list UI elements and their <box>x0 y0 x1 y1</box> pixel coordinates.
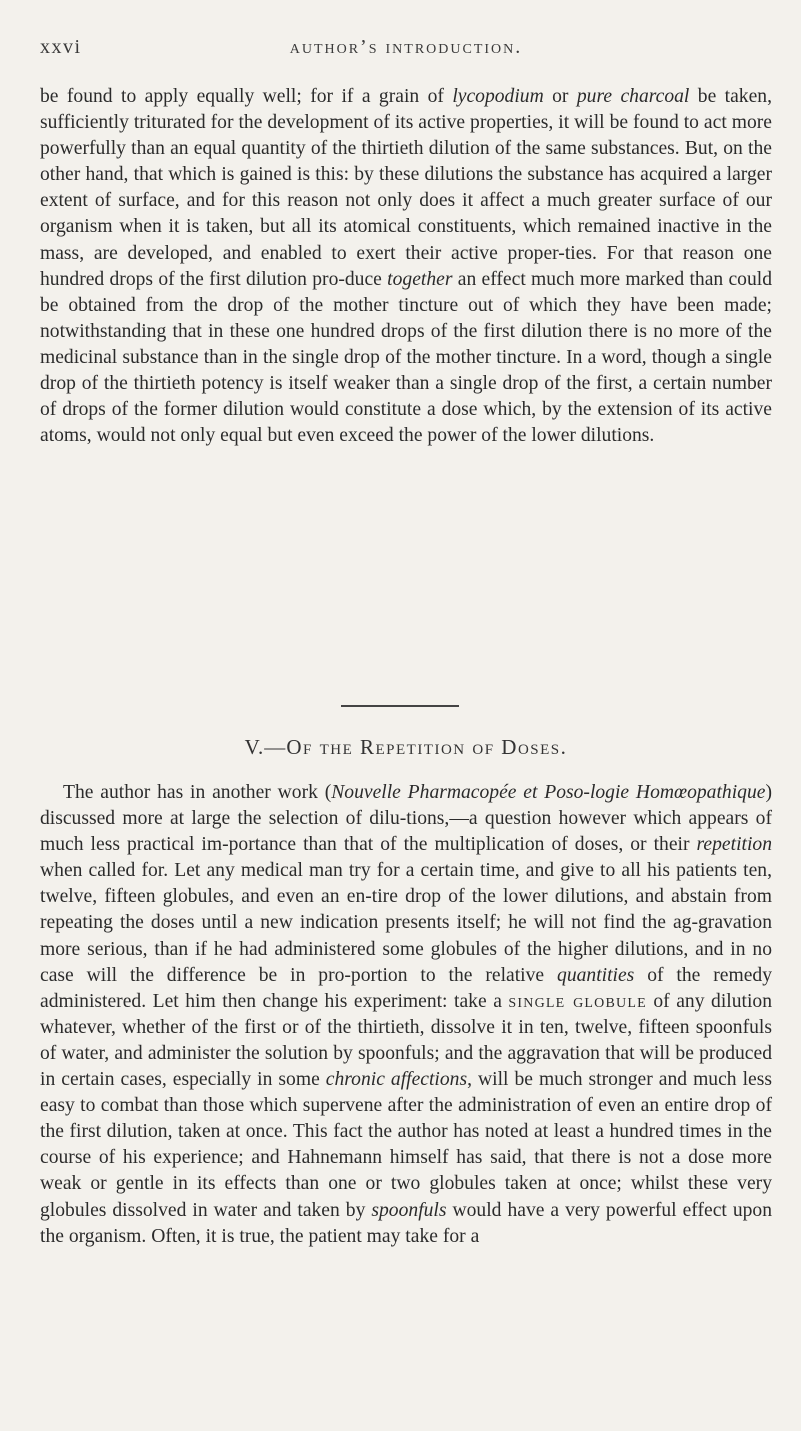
text-run: be taken, sufficiently triturated for the development of its active properties, it will be found to act more powerfully than an equal quantity of the thirtieth dilution of the same substances. But, on the other hand, that which is gained is this: by these dilutions the substance has acquired a larger extent of surface, and for this reason not only does it affect a much greater surface of our organism when it is taken, but all its atomical constituents, which remained inactive in the mass, are developed, and enabled to exert their active proper-ties. For that reason one hundred drops of the first dilution pro-duce <box>40 86 772 290</box>
italic-term: together <box>387 268 453 290</box>
running-head: author’s introduction. <box>289 36 523 58</box>
text-run: would have a very powerful effect upon the organism. Often, it is true, the patient may take for a <box>40 1199 773 1247</box>
text-run: or <box>543 86 577 107</box>
italic-term: repetition <box>696 834 772 856</box>
text-run: of the remedy administered. Let him then change his experiment: take a <box>40 964 773 1012</box>
section-heading <box>40 735 772 760</box>
italic-term: quantities <box>557 964 635 986</box>
page-number: xxvi <box>40 36 82 58</box>
text-run: ) discussed more at large the selection of dilu-tions,—a question however which appears of much less practical im-portance than that of the multiplication of doses, or their <box>40 782 772 856</box>
text-run: , will be much stronger and much less easy to combat than those which supervene after the administration of even an entire drop of the first dilution, taken at once. This fact the author has noted at least a hundred times in the course of his experience; and Hahnemann himself has said, that there is not a dose more weak or gentle in its effects than one or two globules taken at once; whilst these very globules dissolved in water and taken by <box>40 1069 772 1221</box>
section-number: V.— <box>244 735 287 759</box>
text-run: of any dilution whatever, whether of the first or of the thirtieth, dissolve it in ten, twelve, fifteen spoonfuls of water, and administer the solution by spoonfuls; and the aggravation that will be produced in certain cases, especially in some <box>40 990 773 1091</box>
paragraph-dilution-effects <box>40 84 772 449</box>
italic-term: lycopodium <box>452 86 544 107</box>
italic-term: chronic affections <box>325 1069 468 1091</box>
italic-term: Nouvelle Pharmacopée et Poso-logie Homœopathique <box>331 782 766 803</box>
paragraph-repetition-of-doses <box>40 780 772 1250</box>
text-run: when called for. Let any medical man try for a certain time, and give to all his patients ten, twelve, fifteen globules, and even an en-tire drop of the lower dilutions, and abstain from repeating the doses until a new indication presents itself; he will not find the ag-gravation more serious, than if he had administered some globules of the higher dilutions, and in no case will the difference be in pro-portion to the relative <box>40 860 772 986</box>
italic-term: spoonfuls <box>371 1199 447 1221</box>
section-divider <box>341 705 459 707</box>
text-run: an effect much more marked than could be obtained from the drop of the mother tincture out of which they have been made; notwithstanding that in these one hundred drops of the first dilution there is no more of the medicinal substance than in the single drop of the mother tincture. In a word, though a single drop of the thirtieth potency is itself weaker than a single drop of the first, a certain number of drops of the former dilution would constitute a dose which, by the extension of its active atoms, would not only equal but even exceed the power of the lower dilutions. <box>40 268 772 447</box>
page-header <box>40 36 772 66</box>
text-run: The author has in another work ( <box>63 782 332 803</box>
small-caps-term: single globule <box>508 990 647 1012</box>
section-title: Of the Repetition of Doses. <box>286 735 568 759</box>
italic-term: pure charcoal <box>576 86 690 107</box>
text-run: be found to apply equally well; for if a grain of <box>40 86 453 107</box>
